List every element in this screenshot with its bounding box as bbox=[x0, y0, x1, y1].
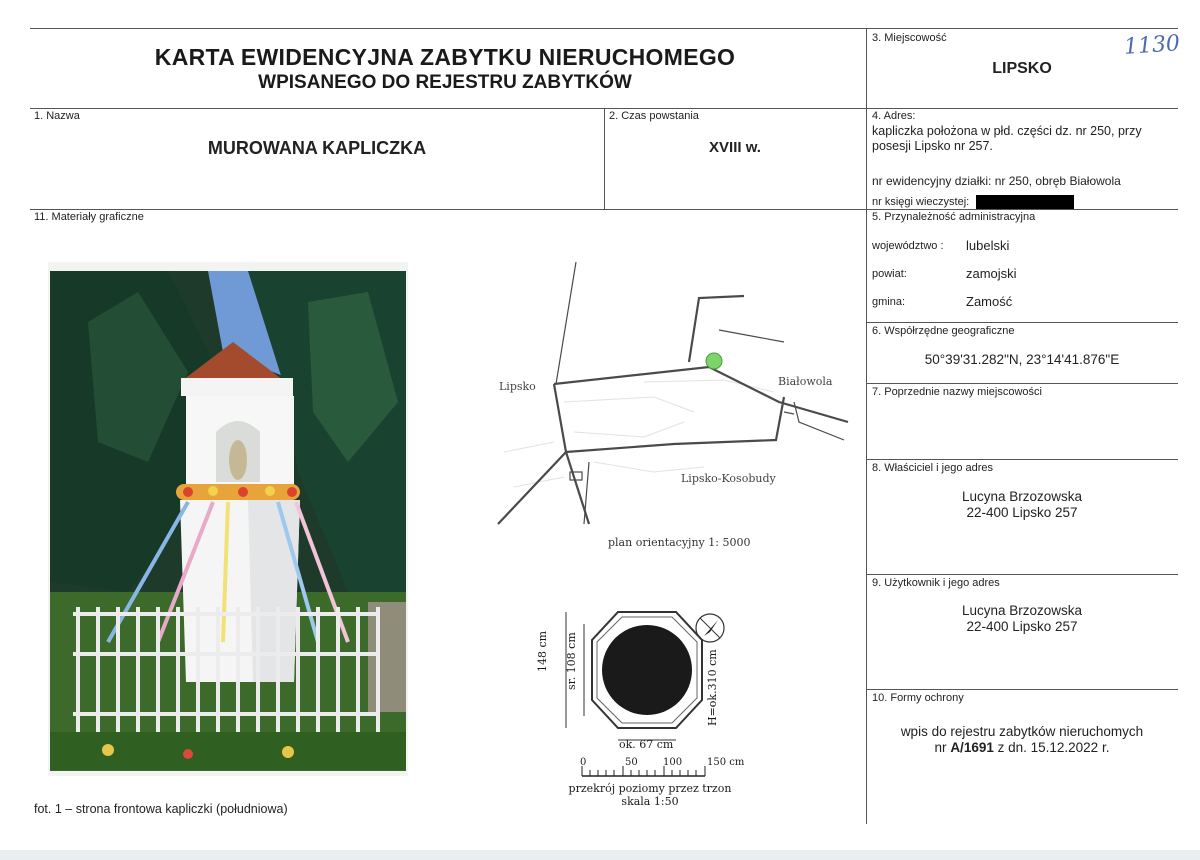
right-border-7 bbox=[866, 383, 1178, 384]
scale-label-0: 0 bbox=[580, 757, 587, 768]
owner-name: Lucyna Brzozowska bbox=[961, 489, 1083, 504]
user-name: Lucyna Brzozowska bbox=[961, 603, 1083, 618]
right-border-8 bbox=[866, 459, 1178, 460]
voivodeship-label: województwo : bbox=[872, 240, 944, 252]
map-label-kosobudy: Lipsko-Kosobudy bbox=[681, 472, 776, 485]
name-value: MUROWANA KAPLICZKA bbox=[207, 138, 427, 158]
coordinates-label: 6. Współrzędne geograficzne bbox=[872, 325, 1015, 337]
admin-label: 5. Przynależność administracyjna bbox=[872, 211, 1036, 223]
gmina-label: gmina: bbox=[872, 296, 906, 308]
right-border-9 bbox=[866, 574, 1178, 575]
parcel-number: nr ewidencyjny działki: nr 250, obręb Białowola bbox=[872, 174, 1121, 188]
coordinates-value: 50°39'31.282"N, 23°14'41.876"E bbox=[924, 352, 1120, 367]
voivodeship-value: lubelski bbox=[966, 238, 1010, 253]
chapel-photo bbox=[48, 262, 408, 776]
main-divider bbox=[866, 28, 867, 824]
user-label: 9. Użytkownik i jego adres bbox=[872, 577, 1000, 589]
locality-label: 3. Miejscowość bbox=[872, 32, 947, 44]
creation-time-label: 2. Czas powstania bbox=[609, 110, 699, 122]
protection-date: z dn. 15.12.2022 r. bbox=[993, 740, 1110, 755]
scale-label-50: 50 bbox=[625, 757, 638, 768]
scan-edge bbox=[0, 850, 1200, 860]
scale-label-100: 100 bbox=[663, 757, 683, 768]
powiat-label: powiat: bbox=[872, 268, 907, 280]
address-line2: posesji Lipsko nr 257. bbox=[872, 139, 993, 153]
document-title: KARTA EWIDENCYJNA ZABYTKU NIERUCHOMEGO bbox=[154, 44, 736, 70]
locality-value: LIPSKO bbox=[992, 60, 1052, 77]
document-subtitle: WPISANEGO DO REJESTRU ZABYTKÓW bbox=[258, 72, 632, 93]
gmina-value: Zamość bbox=[966, 294, 1013, 309]
map-caption: plan orientacyjny 1: 5000 bbox=[608, 536, 751, 549]
land-register-label: nr księgi wieczystej: bbox=[872, 196, 970, 208]
row2-border bbox=[30, 209, 1178, 210]
plan-caption-line1: przekrój poziomy przez trzon bbox=[568, 782, 732, 795]
plan-dim-148: 148 cm bbox=[536, 630, 549, 672]
previous-names-label: 7. Poprzednie nazwy miejscowości bbox=[872, 386, 1042, 398]
protection-label: 10. Formy ochrony bbox=[872, 692, 964, 704]
map-label-lipsko: Lipsko bbox=[499, 380, 536, 393]
orientation-map bbox=[494, 262, 850, 528]
plan-dim-h: H=ok.310 cm bbox=[706, 649, 719, 726]
top-border bbox=[30, 28, 1178, 29]
owner-label: 8. Właściciel i jego adres bbox=[872, 462, 994, 474]
right-border-6 bbox=[866, 322, 1178, 323]
powiat-value: zamojski bbox=[966, 266, 1017, 281]
address-line1: kapliczka położona w płd. części dz. nr 250, przy bbox=[872, 124, 1142, 138]
right-border-10 bbox=[866, 689, 1178, 690]
photo-caption: fot. 1 – strona frontowa kapliczki (południowa) bbox=[34, 802, 288, 816]
user-address: 22-400 Lipsko 257 bbox=[966, 619, 1078, 634]
creation-time-value: XVIII w. bbox=[709, 139, 761, 156]
protection-line1: wpis do rejestru zabytków nieruchomych bbox=[900, 724, 1144, 739]
redaction-box bbox=[976, 195, 1074, 209]
handwritten-number: 1130 bbox=[1123, 31, 1181, 60]
protection-line2 bbox=[866, 740, 1178, 755]
owner-address: 22-400 Lipsko 257 bbox=[966, 505, 1078, 520]
plan-dim-67: ok. 67 cm bbox=[619, 738, 674, 751]
plan-dim-108: sr. 108 cm bbox=[565, 632, 578, 690]
address-label: 4. Adres: bbox=[872, 110, 916, 122]
plan-caption-line2: skala 1:50 bbox=[621, 795, 679, 808]
protection-register-number: A/1691 bbox=[950, 740, 994, 755]
name-label: 1. Nazwa bbox=[34, 110, 80, 122]
scale-bar bbox=[580, 758, 710, 780]
graphics-label: 11. Materiały graficzne bbox=[34, 211, 144, 223]
name-time-divider bbox=[604, 108, 605, 209]
map-label-bialowola: Białowola bbox=[778, 375, 833, 388]
scale-label-150: 150 cm bbox=[707, 757, 745, 768]
protection-nr-prefix: nr bbox=[934, 740, 951, 755]
